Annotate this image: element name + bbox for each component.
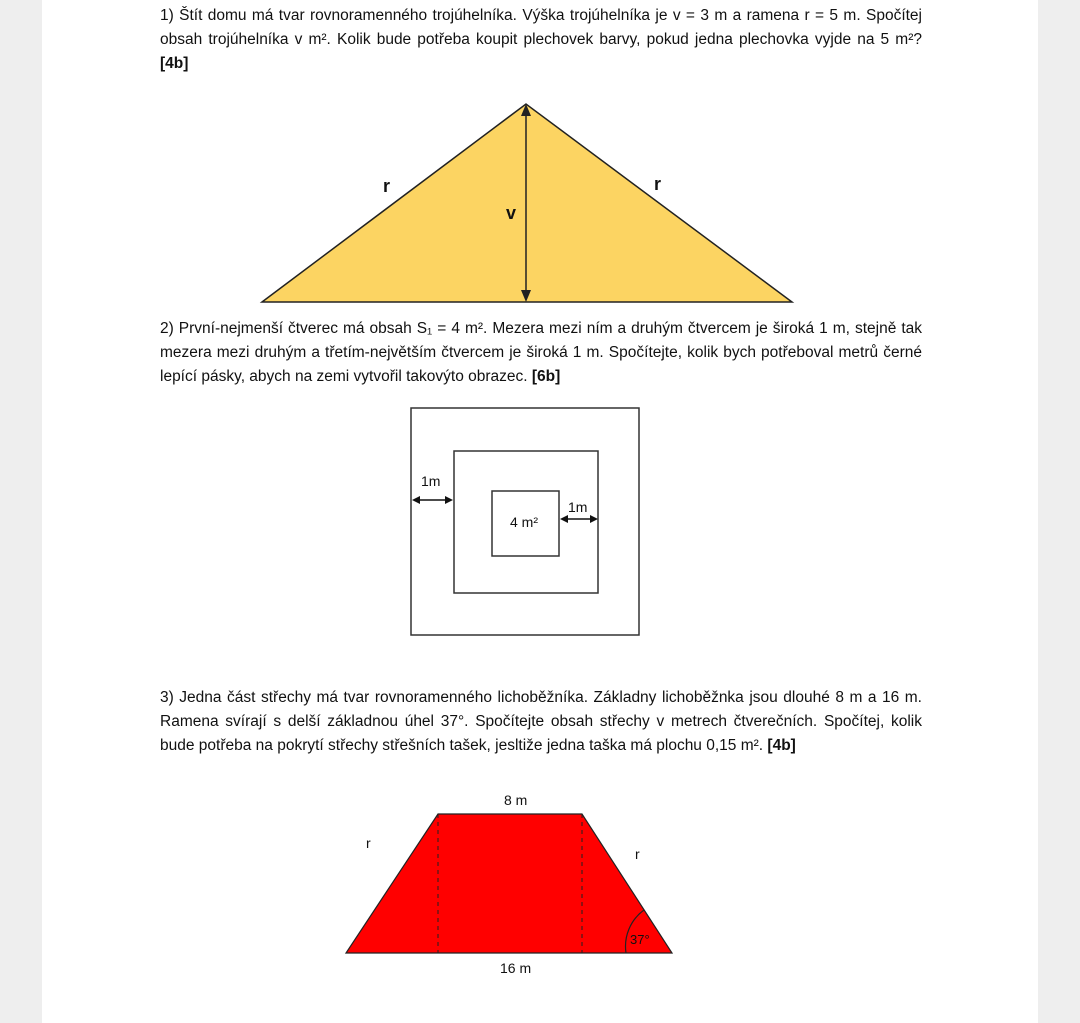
label-area: 4 m²: [510, 514, 538, 530]
label-gap-inner: 1m: [568, 499, 588, 515]
task-2-text: 2) První-nejmenší čtverec má obsah S₁ = 4 m². Mezera mezi ním a druhým čtvercem je široká 1 m, stejně tak mezera mezi druhým a třetím-největším čtvercem je široká 1 m. Spočítejte, kolik bych potřeboval metrů černé lepící pásky, abych na zemi vytvořil takovýto obrazec.: [160, 320, 922, 385]
roof-trapezoid: [346, 814, 672, 953]
label-gap-outer: 1m: [421, 473, 441, 489]
task-3: [160, 686, 922, 758]
task-2-points: [6b]: [531, 368, 561, 385]
task-3-text: 3) Jedna část střechy má tvar rovnoramenného lichoběžníka. Základny lichoběžnka jsou dlouhé 8 m a 16 m. Ramena svírají s delší základnou úhel 37°. Spočítejte obsah střechy v metrech čtverečních. Spočítej, kolik bude potřeba na pokrytí střechy střešních tašek, jesltiže jedna taška má plochu 0,15 m².: [160, 689, 922, 754]
label-bottom-base: 16 m: [500, 960, 532, 976]
squares-figure: [410, 407, 642, 639]
task-1-points: [4b]: [160, 55, 189, 72]
label-angle: 37°: [630, 932, 650, 947]
task-1: [160, 4, 922, 76]
label-r-left: r: [366, 835, 371, 851]
task-3-points: [4b]: [767, 737, 796, 754]
gable-triangle: [262, 104, 792, 302]
label-top-base: 8 m: [504, 792, 528, 808]
task-2: [160, 317, 922, 389]
label-r-right: r: [654, 174, 662, 194]
label-r-left: r: [383, 176, 391, 196]
label-r-right: r: [635, 846, 640, 862]
label-v: v: [506, 203, 517, 223]
triangle-figure: [262, 102, 796, 304]
task-1-text: 1) Štít domu má tvar rovnoramenného trojúhelníka. Výška trojúhelníka je v = 3 m a ramena r = 5 m. Spočítej obsah trojúhelníka v m². Kolik bude potřeba koupit plechovek barvy, pokud jedna plechovka vyjde na 5 m²?: [160, 7, 922, 48]
trapezoid-figure: [344, 788, 684, 988]
